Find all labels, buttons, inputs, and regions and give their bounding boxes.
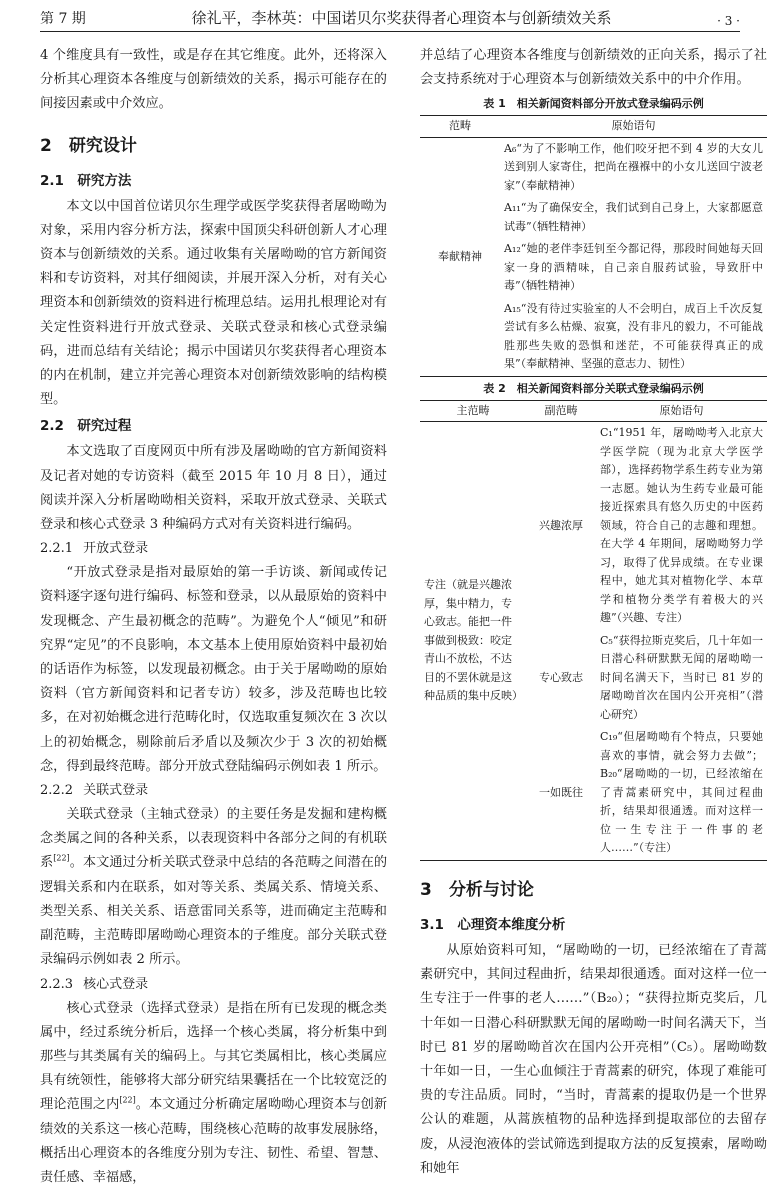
section-2-2-3-title: 核心式登录: [83, 977, 148, 992]
intro-paragraph: 4 个维度具有一致性，或是存在其它维度。此外，还将深入分析其心理资本各维度与创新绩效的关系，揭示可能存在的间接因素或中介效应。: [40, 44, 387, 117]
table-1-caption: 表 1 相关新闻资料部分开放式登录编码示例: [420, 96, 767, 112]
table-2-quote: C₁“1951 年，屠呦呦考入北京大学医学院（现为北京大学医学部），选择药物学系生药专业为第一志愿。她认为生药专业最可能接近探索具有悠久历史的中医药领域，符合自己的志趣和理想。在大学 4 年期间，屠呦呦努力学习，取得了优异成绩。在专业课程中，她尤其对植物化学、本草学和植物分类学有着极大的兴趣”（兴趣、专注）: [596, 422, 767, 630]
section-2-2-1-title: 开放式登录: [83, 541, 148, 556]
core-text-b: 。本文通过分析确定屠呦呦心理资本与创新绩效的关系这一核心范畴，围绕核心范畴的故事发展脉络，概括出心理资本的各维度分别为专注、韧性、希望、智慧、责任感、幸福感，: [40, 1097, 387, 1185]
section-3-heading: 3 分析与讨论: [420, 877, 767, 903]
table-2-sub-category: 一如既往: [526, 726, 596, 860]
table-2-main-category: 专注（就是兴趣浓厚，集中精力，专心致志。能把一件事做到极致：咬定青山不放松，不达目的不罢休就是这种品质的集中反映）: [420, 422, 526, 861]
table-2-caption: 表 2 相关新闻资料部分关联式登录编码示例: [420, 381, 767, 397]
section-2-heading: 2 研究设计: [40, 133, 387, 159]
section-2-2-2-title: 关联式登录: [83, 783, 148, 798]
axial-coding-paragraph: [40, 803, 387, 972]
table-1-quote: A₁₁“为了确保安全，我们试到自己身上，大家都愿意试毒”（牺牲精神）: [500, 197, 767, 238]
table-1-quote: A₁₂“她的老伴李廷钊至今都记得，那段时间她每天回家一身的酒精味，自己亲自服药试验，导致肝中毒”（牺牲精神）: [500, 238, 767, 298]
continued-paragraph: 并总结了心理资本各维度与创新绩效的正向关系，揭示了社会支持系统对于心理资本与创新绩效关系中的中介作用。: [420, 44, 767, 92]
table-2-header-main: 主范畴: [420, 400, 526, 422]
section-2-2-2-heading: [40, 779, 387, 803]
table-2-quote: C₅“获得拉斯克奖后，几十年如一日潜心科研默默无闻的屠呦呦一时间名满天下，当时已 81 岁的屠呦呦首次在国内公开亮相”（潜心研究）: [596, 630, 767, 727]
open-coding-paragraph: “开放式登录是指对最原始的第一手访谈、新闻或传记资料逐字逐句进行编码、标签和登录，以从最原始的资料中发现概念、产生最初概念的范畴”。为避免个人“倾见”和研究界“定见”的不良影响，本文基本上使用原始资料中最初始的话语作为标签，以发现最初概念。由于关于屠呦呦的原始资料（官方新闻资料和记者专访）较多，涉及范畴也比较多，在对初始概念进行范畴化时，仅选取重复频次在 3 次以上的初始概念，剔除前后矛盾以及频次少于 3 次的初始概念，得到最终范畴。部分开放式登陆编码示例如表 1 所示。: [40, 561, 387, 779]
section-3-1-heading: 3.1 心理资本维度分析: [420, 913, 767, 937]
section-2-2-1-heading: [40, 537, 387, 561]
section-2-2-2-number: 2.2.2: [40, 783, 73, 798]
table-1-category: 奉献精神: [420, 137, 500, 376]
page-number: · 3 ·: [717, 14, 740, 28]
process-paragraph: 本文选取了百度网页中所有涉及屠呦呦的官方新闻资料及记者对她的专访资料（截至 2015 年 10 月 8 日），通过阅读并深入分析屠呦呦相关资料，采取开放式登录、关联式登录和核心式登录 3 种编码方式对有关资料进行编码。: [40, 440, 387, 537]
issue-number: 第 7 期: [40, 8, 86, 28]
method-paragraph: 本文以中国首位诺贝尔生理学或医学奖获得者屠呦呦为对象，采用内容分析方法，探索中国顶尖科研创新人才心理资本与创新绩效的关系。通过收集有关屠呦呦的官方新闻资料和专访资料，对其仔细阅读，并展开深入分析，对有关心理资本和创新绩效的资料进行梳理总结。运用扎根理论对有关定性资料进行开放式登录、关联式登录和核心式登录编码，进而总结有关结论；揭示中国诺贝尔奖获得者心理资本的内在机制，建立并完善心理资本对创新绩效影响的结构模型。: [40, 195, 387, 413]
left-column: [40, 44, 387, 1190]
dimension-analysis-paragraph: 从原始资料可知，“屠呦呦的一切，已经浓缩在了青蒿素研究中，其间过程曲折，结果却很通透。面对这样一位一生专注于一件事的老人……”（B₂₀）；“获得拉斯克奖后，几十年如一日潜心科研默默无闻的屠呦呦一时间名满天下，当时已 81 岁的屠呦呦首次在国内公开亮相”（C₅）。屠呦呦数十年如一日，一生心血倾注于青蒿素的研究，体现了难能可贵的专注品质。同时，“当时，青蒿素的提取仍是一个世界公认的难题，从蒿族植物的品种选择到提取部位的去留存废，从浸泡液体的尝试筛选到提取方法的反复摸索，屠呦呦和她年: [420, 939, 767, 1181]
core-text-a: 核心式登录（选择式登录）是指在所有已发现的概念类属中，经过系统分析后，选择一个核心类属，将分析集中到那些与其类属有关的编码上。与其它类属相比，核心类属应具有统领性，能够将大部分研究结果囊括在一个比较宽泛的理论范围之内: [40, 1001, 387, 1113]
section-2-2-heading: 2.2 研究过程: [40, 414, 387, 438]
running-title: 徐礼平，李林英：中国诺贝尔奖获得者心理资本与创新绩效关系: [86, 7, 717, 28]
axial-text-b: 。本文通过分析关联式登录中总结的各范畴之间潜在的逻辑关系和内在联系，如对等关系、类属关系、情境关系、类型关系、相关关系、语意雷同关系等，进而确定主范畴和副范畴，主范畴即屠呦呦心理资本的子维度。部分关联式登录编码示例如表 2 所示。: [40, 855, 387, 967]
table-2: [420, 400, 767, 861]
section-2-2-3-number: 2.2.3: [40, 977, 73, 992]
core-coding-paragraph: [40, 997, 387, 1190]
section-2-1-heading: 2.1 研究方法: [40, 169, 387, 193]
table-2-sub-category: 兴趣浓厚: [526, 422, 596, 630]
axial-text-a: 关联式登录（主轴式登录）的主要任务是发掘和建构概念类属之间的各种关系，以表现资料中各部分之间的有机联系: [40, 807, 387, 870]
table-2-header-quote: 原始语句: [596, 400, 767, 422]
citation-22: [22]: [53, 854, 69, 863]
table-2-quote: C₁₉“但屠呦呦有个特点，只要她喜欢的事情，就会努力去做”；B₂₀“屠呦呦的一切，已经浓缩在了青蒿素研究中，其间过程曲折，结果却很通透。而对这样一位一生专注于一件事的老人……”（专注）: [596, 726, 767, 860]
citation-22-b: [22]: [119, 1096, 135, 1105]
running-header: [40, 6, 740, 32]
table-1: [420, 115, 767, 377]
table-2-header-sub: 副范畴: [526, 400, 596, 422]
table-1-header-quote: 原始语句: [500, 116, 767, 138]
right-column: [420, 44, 767, 1181]
table-row: [420, 137, 767, 197]
table-2-sub-category: 专心致志: [526, 630, 596, 727]
section-2-2-1-number: 2.2.1: [40, 541, 73, 556]
table-row: [420, 422, 767, 630]
table-1-quote: A₆“为了不影响工作，他们咬牙把不到 4 岁的大女儿送到别人家寄住，把尚在襁褓中的小女儿送回宁波老家”（奉献精神）: [500, 137, 767, 197]
table-1-header-category: 范畴: [420, 116, 500, 138]
table-1-quote: A₁₅“没有待过实验室的人不会明白，成百上千次反复尝试有多么枯燥、寂寞，没有非凡的毅力，不可能战胜那些失败的恐惧和迷茫，不可能获得真正的成果”（奉献精神、坚强的意志力、韧性）: [500, 298, 767, 377]
section-2-2-3-heading: [40, 973, 387, 997]
